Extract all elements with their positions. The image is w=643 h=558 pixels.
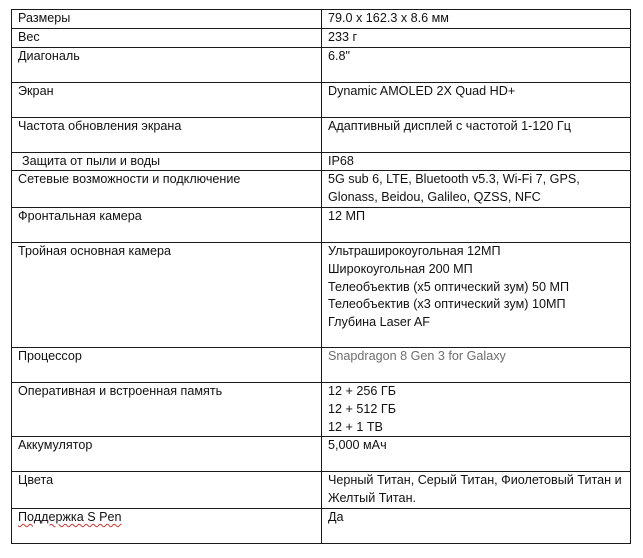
row-value (322, 10, 631, 29)
value-text: 233 г (328, 29, 358, 44)
table-row (12, 117, 631, 152)
value-line: Ультраширокоугольная 12МП (328, 243, 501, 258)
value-text: Snapdragon 8 Gen 3 for Galaxy (328, 348, 506, 363)
label-text: Поддержка S Pen (18, 509, 122, 524)
row-label (12, 508, 322, 543)
label-text: Защита от пыли и воды (22, 153, 161, 168)
label-text: Оперативная и встроенная память (18, 383, 223, 398)
table-row (12, 508, 631, 543)
label-text: Сетевые возможности и подключение (18, 172, 241, 187)
value-line: 12 + 256 ГБ (328, 383, 396, 398)
table-row (12, 47, 631, 82)
table-row (12, 82, 631, 117)
table-row (12, 242, 631, 347)
row-label (12, 171, 322, 208)
table-row (12, 472, 631, 509)
row-label (12, 117, 322, 152)
row-value (322, 242, 631, 347)
label-text: Фронтальная камера (18, 208, 142, 223)
value-text: Dynamic AMOLED 2X Quad HD+ (328, 83, 516, 98)
value-text: 6.8" (328, 48, 350, 63)
value-line: Телеобъектив (x5 оптический зум) 50 МП (328, 279, 569, 294)
row-label (12, 242, 322, 347)
row-value (322, 47, 631, 82)
table-row (12, 171, 631, 208)
row-label (12, 47, 322, 82)
row-label (12, 152, 322, 171)
value-text: Адаптивный дисплей с частотой 1-120 Гц (328, 118, 571, 133)
value-text: Да (328, 509, 344, 524)
row-value (322, 82, 631, 117)
row-value (322, 171, 631, 208)
label-text: Тройная основная камера (18, 243, 171, 258)
label-text: Частота обновления экрана (18, 118, 182, 133)
spec-table (11, 9, 631, 544)
row-label (12, 472, 322, 509)
row-label (12, 207, 322, 242)
row-value (322, 152, 631, 171)
value-line: Телеобъектив (x3 оптический зум) 10МП (328, 297, 566, 312)
label-text: Экран (18, 83, 54, 98)
table-row (12, 437, 631, 472)
value-text: 5G sub 6, LTE, Bluetooth v5.3, Wi-Fi 7, GPS, Glonass, Beidou, Galileo, QZSS, NFC (328, 172, 580, 205)
label-text: Процессор (18, 348, 82, 363)
value-line: 12 + 512 ГБ (328, 401, 396, 416)
row-label (12, 28, 322, 47)
row-value (322, 508, 631, 543)
label-text: Вес (18, 29, 40, 44)
table-row (12, 10, 631, 29)
table-row (12, 347, 631, 382)
value-text: 12 МП (328, 208, 366, 223)
value-text: 79.0 x 162.3 x 8.6 мм (328, 11, 449, 25)
row-value (322, 347, 631, 382)
label-text: Диагональ (18, 48, 80, 63)
value-line: 12 + 1 ТВ (328, 419, 383, 434)
row-label (12, 382, 322, 436)
table-row (12, 382, 631, 436)
label-text: Аккумулятор (18, 438, 93, 453)
row-value (322, 472, 631, 509)
table-row (12, 207, 631, 242)
value-line: Широкоугольная 200 МП (328, 261, 473, 276)
row-value (322, 207, 631, 242)
row-value (322, 28, 631, 47)
value-text: Черный Титан, Серый Титан, Фиолетовый Титан и Желтый Титан. (328, 473, 622, 506)
label-text: Размеры (18, 11, 71, 25)
row-label (12, 10, 322, 29)
row-label (12, 347, 322, 382)
row-value (322, 117, 631, 152)
label-text: Цвета (18, 473, 54, 488)
table-row (12, 28, 631, 47)
value-line: Глубина Laser AF (328, 315, 431, 330)
table-row (12, 152, 631, 171)
row-value (322, 437, 631, 472)
value-text: IP68 (328, 153, 354, 168)
value-text: 5,000 мАч (328, 438, 387, 453)
row-label (12, 82, 322, 117)
row-label (12, 437, 322, 472)
row-value (322, 382, 631, 436)
